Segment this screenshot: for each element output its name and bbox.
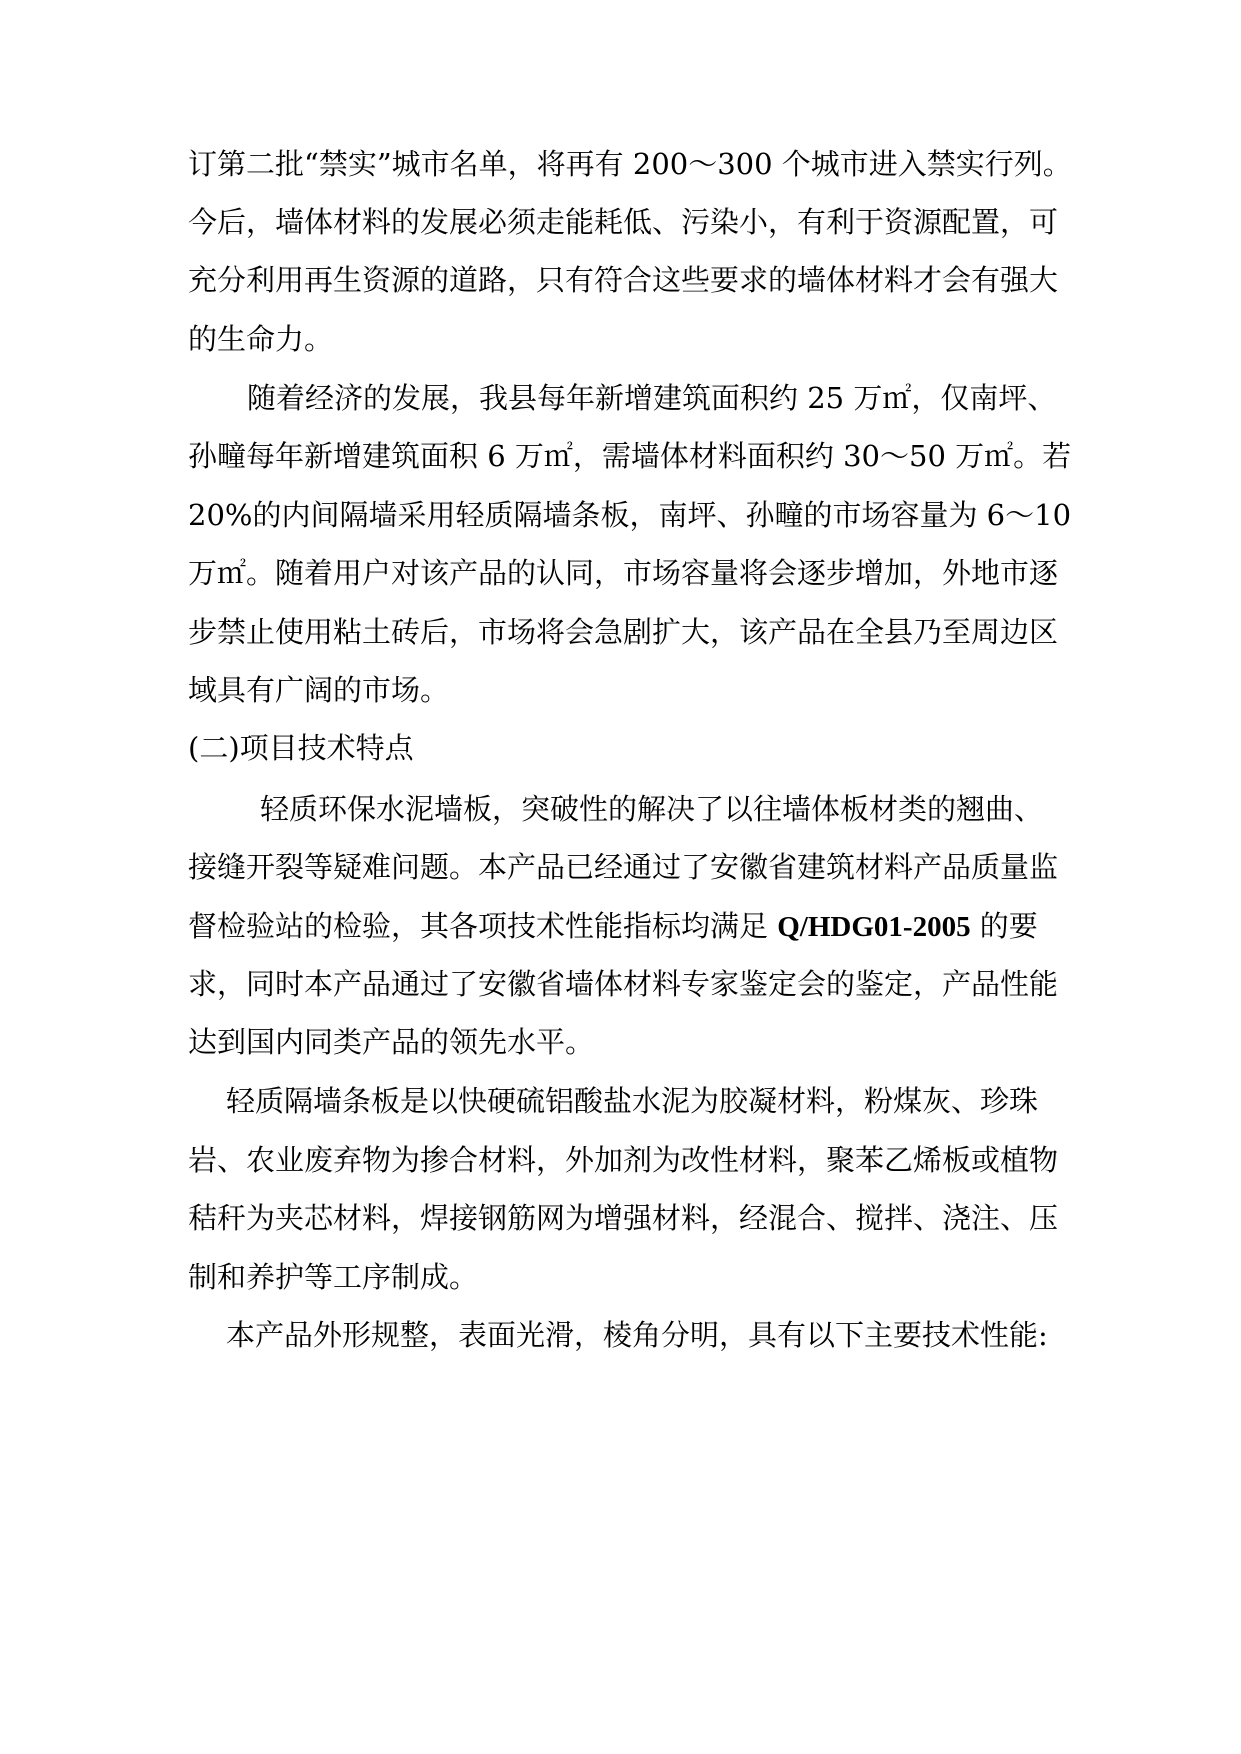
paragraph-3-line-5: 达到国内同类产品的领先水平。 xyxy=(188,1025,595,1059)
paragraph-2-line-3: 20%的内间隔墙采用轻质隔墙条板，南坪、孙疃的市场容量为 6～10 xyxy=(188,498,1072,532)
paragraph-2-line-2: 孙疃每年新增建筑面积 6 万㎡，需墙体材料面积约 30～50 万㎡。若 xyxy=(188,439,1072,473)
paragraph-3-line-3-ending: 的要 xyxy=(970,909,1038,943)
paragraph-1-line-4: 的生命力。 xyxy=(188,322,334,356)
paragraph-1-line-3: 充分利用再生资源的道路，只有符合这些要求的墙体材料才会有强大 xyxy=(188,263,1059,297)
paragraph-2-line-4: 万㎡。随着用户对该产品的认同，市场容量将会逐步增加，外地市逐 xyxy=(188,556,1059,590)
paragraph-3-line-3-text: 督检验站的检验，其各项技术性能指标均满足 xyxy=(188,909,778,943)
paragraph-1-line-2: 今后，墙体材料的发展必须走能耗低、污染小，有利于资源配置，可 xyxy=(188,205,1059,239)
paragraph-5-line-1: 本产品外形规整，表面光滑，棱角分明，具有以下主要技术性能: xyxy=(226,1318,1048,1352)
section-heading: (二)项目技术特点 xyxy=(188,731,414,765)
paragraph-3-line-4: 求，同时本产品通过了安徽省墙体材料专家鉴定会的鉴定，产品性能 xyxy=(188,967,1059,1001)
paragraph-4-line-2: 岩、农业废弃物为掺合材料，外加剂为改性材料，聚苯乙烯板或植物 xyxy=(188,1143,1059,1177)
paragraph-3-line-2: 接缝开裂等疑难问题。本产品已经通过了安徽省建筑材料产品质量监 xyxy=(188,850,1059,884)
paragraph-3-line-1: 轻质环保水泥墙板，突破性的解决了以往墙体板材类的翘曲、 xyxy=(260,792,1044,826)
paragraph-4-line-1: 轻质隔墙条板是以快硬硫铝酸盐水泥为胶凝材料，粉煤灰、珍珠 xyxy=(226,1084,1039,1118)
paragraph-3-line-3 xyxy=(188,906,1038,947)
paragraph-2-line-5: 步禁止使用粘土砖后，市场将会急剧扩大，该产品在全县乃至周边区 xyxy=(188,615,1059,649)
paragraph-1-line-1: 订第二批“禁实”城市名单，将再有 200～300 个城市进入禁实行列。 xyxy=(188,147,1072,181)
standard-code: Q/HDG01-2005 xyxy=(777,911,971,943)
paragraph-2-line-6: 域具有广阔的市场。 xyxy=(188,673,450,707)
paragraph-2-line-1: 随着经济的发展，我县每年新增建筑面积约 25 万㎡，仅南坪、 xyxy=(247,381,1057,415)
paragraph-4-line-4: 制和养护等工序制成。 xyxy=(188,1260,479,1294)
paragraph-4-line-3: 秸秆为夹芯材料，焊接钢筋网为增强材料，经混合、搅拌、浇注、压 xyxy=(188,1201,1059,1235)
